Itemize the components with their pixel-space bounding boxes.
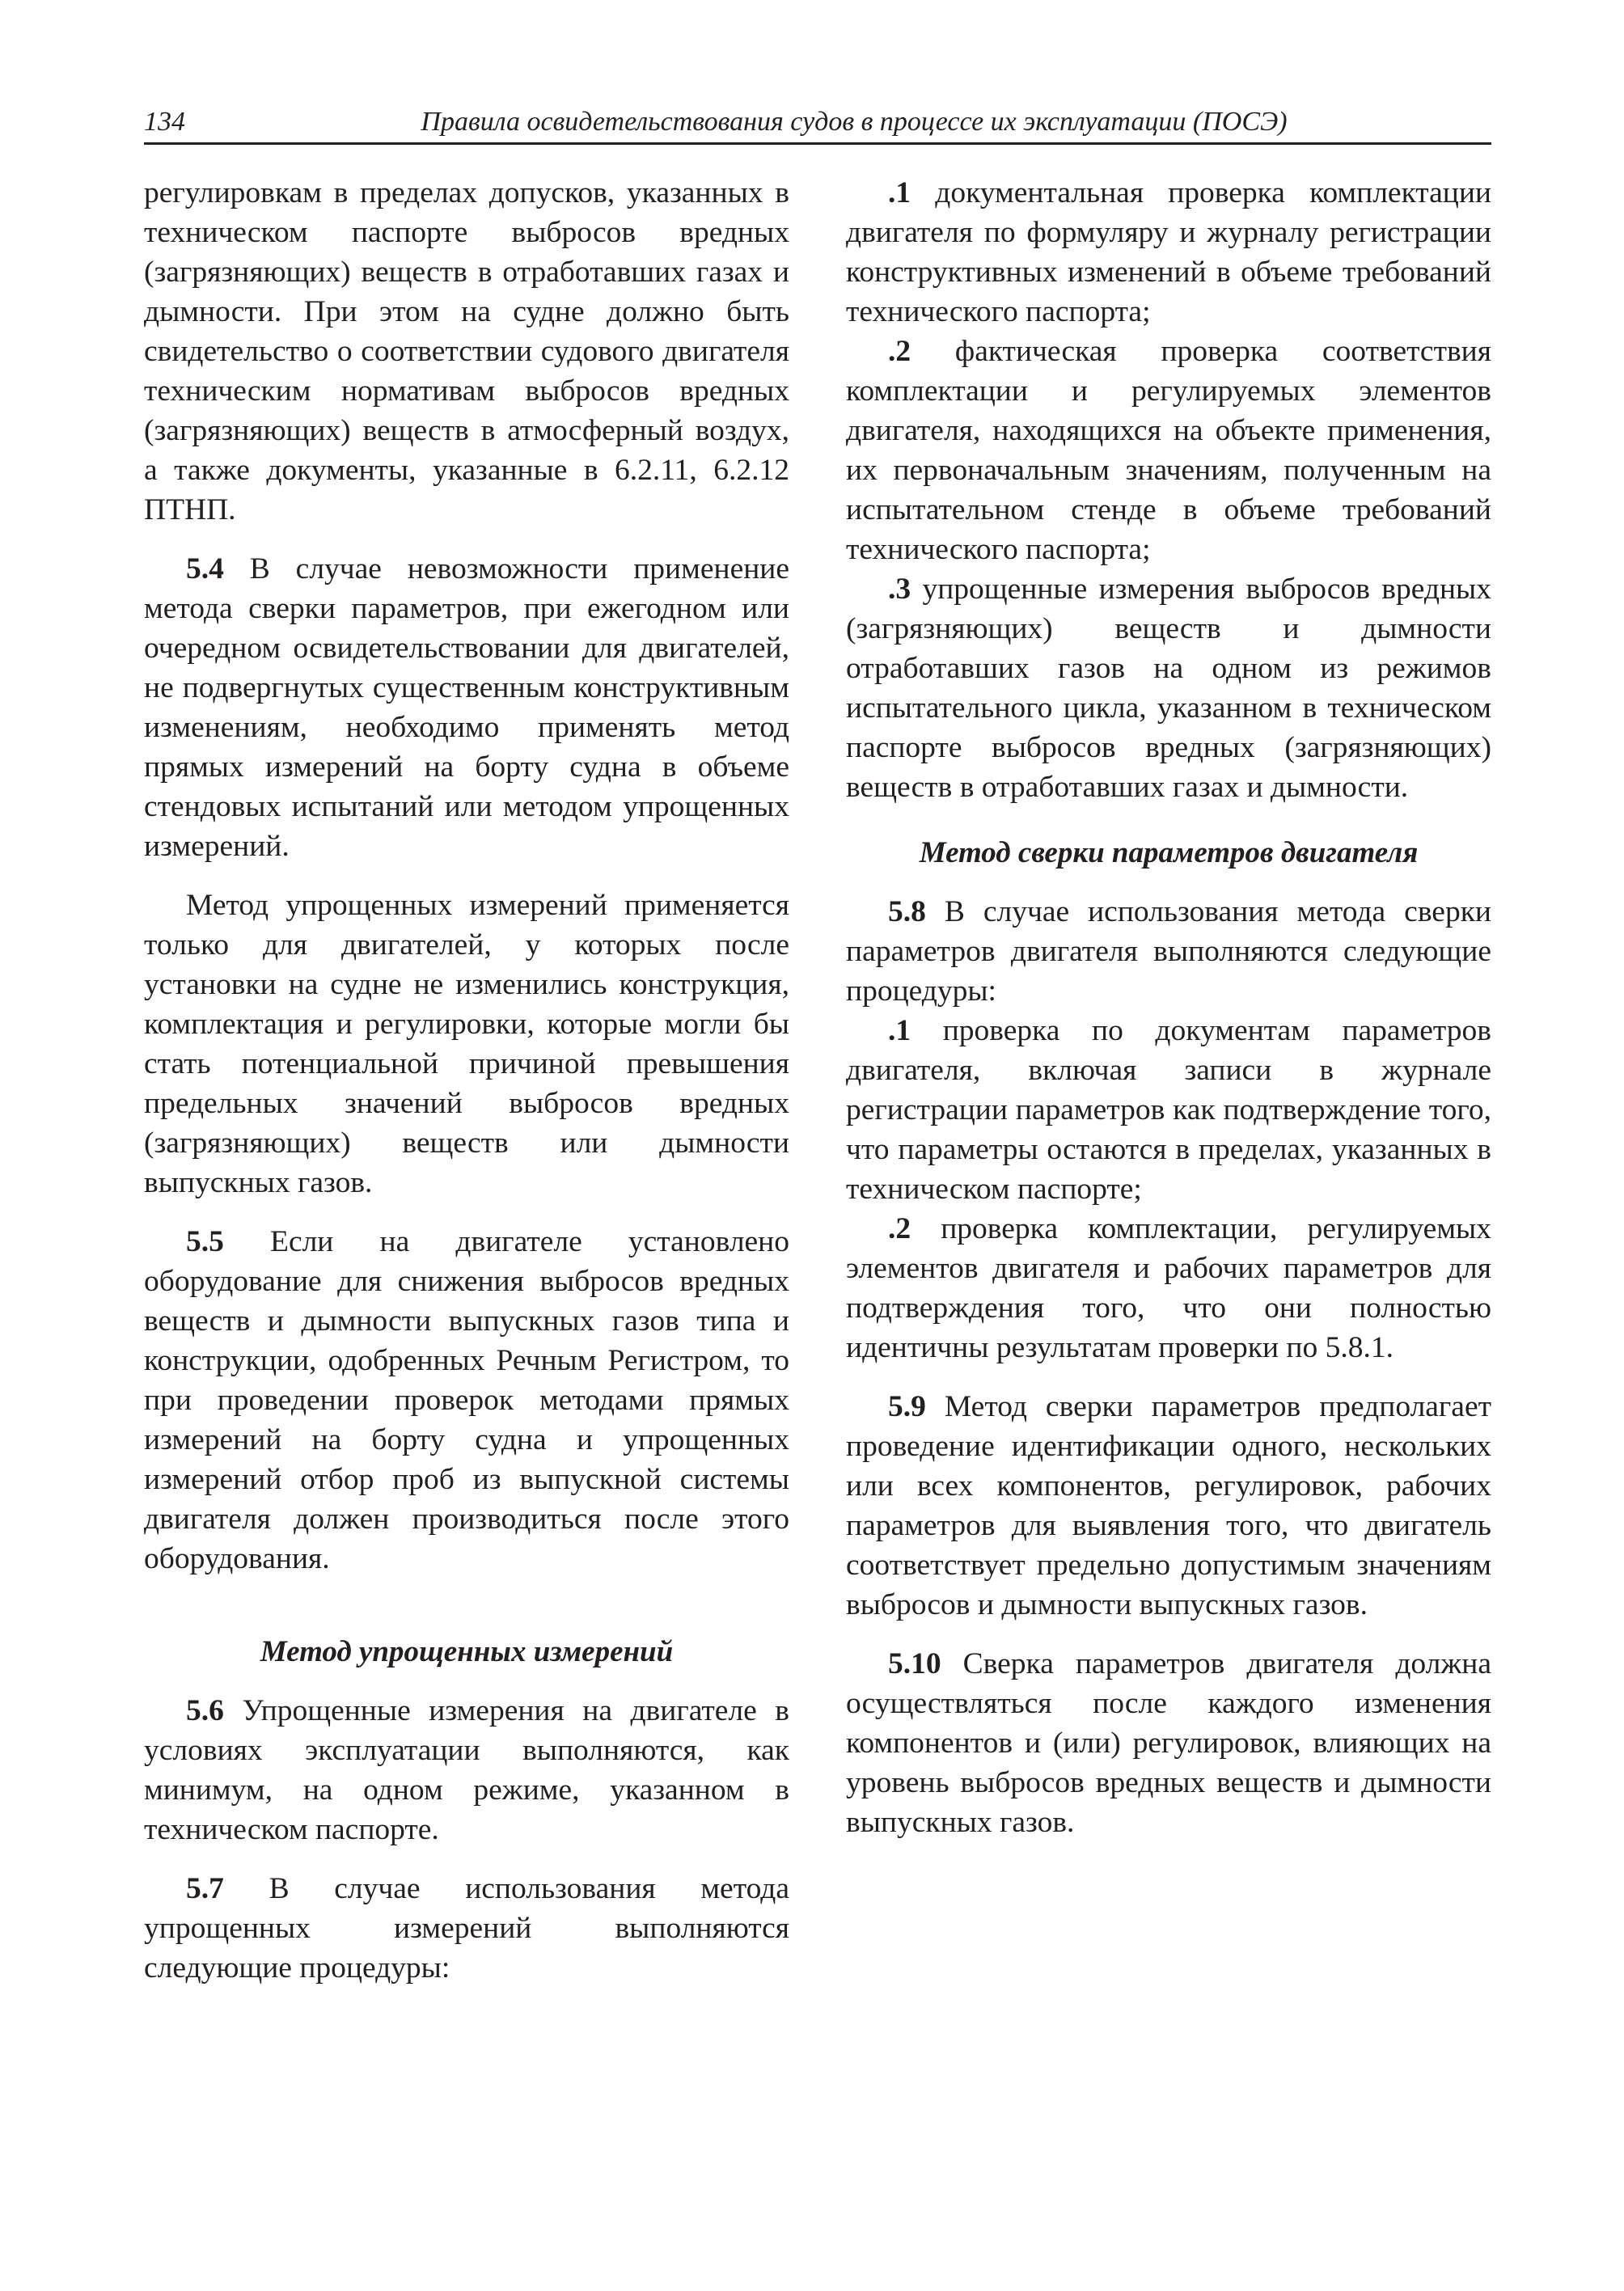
clause-number: 5.7 xyxy=(186,1872,224,1905)
paragraph-simplified-method: Метод упрощенных измерений применяется только для двигателей, у которых после установки на судне не изменились конструкция, комплектация и регулировки, которые могли бы стать потенциальной причиной превышения предельных значений выбросов вредных (загрязняющих) веществ или дымности выпускных газов. xyxy=(144,889,789,1199)
list-item-5-8-2 xyxy=(846,1209,1491,1367)
clause-text: Метод сверки параметров предполагает проведение идентификации одного, нескольких или всех компонентов, регулировок, рабочих параметров для выявления того, что двигатель соответствует предельно допустимым значениям выбросов и дымности выпускных газов. xyxy=(846,1390,1491,1621)
clause-text: Упрощенные измерения на двигателе в условиях эксплуатации выполняются, как минимум, на одном режиме, указанном в техническом паспорте. xyxy=(144,1694,789,1846)
clause-text: В случае невозможности применение метода сверки параметров, при ежегодном или очередном освидетельствовании для двигателей, не подвергнутых существенным конструктивным изменениям, необходимо применять метод прямых измерений на борту судна в объеме стендовых испытаний или методом упрощенных измерений. xyxy=(144,552,789,863)
clause-number: 5.8 xyxy=(888,895,926,928)
list-item-5-7-1 xyxy=(846,173,1491,332)
clause-number: 5.6 xyxy=(186,1694,224,1727)
item-number: .1 xyxy=(888,1014,911,1047)
list-item-5-8-1 xyxy=(846,1011,1491,1209)
item-number: .2 xyxy=(888,1212,911,1245)
page-header xyxy=(144,104,1491,145)
clause-5-5 xyxy=(144,1222,789,1579)
clause-number: 5.5 xyxy=(186,1225,224,1258)
clause-5-10 xyxy=(846,1644,1491,1842)
item-number: .3 xyxy=(888,573,911,606)
list-item-5-7-3 xyxy=(846,569,1491,807)
item-number: .1 xyxy=(888,176,911,209)
clause-5-4 xyxy=(144,549,789,866)
section-heading-simplified: Метод упрощенных измерений xyxy=(260,1635,674,1668)
right-column xyxy=(846,173,1491,1842)
section-heading-params: Метод сверки параметров двигателя xyxy=(919,836,1419,869)
clause-text: Сверка параметров двигателя должна осуществляться после каждого изменения компонентов и (или) регулировок, влияющих на уровень выбросов вредных веществ и дымности выпускных газов. xyxy=(846,1647,1491,1839)
clause-text: В случае использования метода сверки параметров двигателя выполняются следующие процедуры: xyxy=(846,895,1491,1008)
paragraph-continued: регулировкам в пределах допусков, указанных в техническом паспорте выбросов вредных (загрязняющих) веществ в отработавших газах и дымности. При этом на судне должно быть свидетельство о соответствии судового двигателя техническим нормативам выбросов вредных (загрязняющих) веществ в атмосферный воздух, а также документы, указанные в 6.2.11, 6.2.12 ПТНП. xyxy=(144,176,789,526)
item-text: документальная проверка комплектации двигателя по формуляру и журналу регистрации конструктивных изменений в объеме требований технического паспорта; xyxy=(846,176,1491,328)
item-text: упрощенные измерения выбросов вредных (загрязняющих) веществ и дымности отработавших газов на одном из режимов испытательного цикла, указанном в техническом паспорте выбросов вредных (загрязняющих) веществ в отработавших газах и дымности. xyxy=(846,573,1491,804)
clause-number: 5.9 xyxy=(888,1390,926,1423)
item-number: .2 xyxy=(888,335,911,368)
clause-number: 5.10 xyxy=(888,1647,941,1680)
item-text: проверка по документам параметров двигателя, включая записи в журнале регистрации параметров как подтверждение того, что параметры остаются в пределах, указанных в техническом паспорте; xyxy=(846,1014,1491,1206)
clause-text: В случае использования метода упрощенных измерений выполняются следующие процедуры: xyxy=(144,1872,789,1985)
clause-number: 5.4 xyxy=(186,552,224,585)
clause-5-8 xyxy=(846,892,1491,1011)
left-column xyxy=(144,173,789,1988)
clause-5-9 xyxy=(846,1387,1491,1625)
item-text: фактическая проверка соответствия комплектации и регулируемых элементов двигателя, находящихся на объекте применения, их первоначальным значениям, полученным на испытательном стенде в объеме требований технического паспорта; xyxy=(846,335,1491,566)
clause-text: Если на двигателе установлено оборудование для снижения выбросов вредных веществ и дымности выпускных газов типа и конструкции, одобренных Речным Регистром, то при проведении проверок методами прямых измерений на борту судна и упрощенных измерений отбор проб из выпускной системы двигателя должен производиться после этого оборудования. xyxy=(144,1225,789,1575)
clause-5-6 xyxy=(144,1691,789,1849)
list-item-5-7-2 xyxy=(846,332,1491,569)
page-number: 134 xyxy=(144,107,185,137)
clause-5-7 xyxy=(144,1869,789,1988)
item-text: проверка комплектации, регулируемых элементов двигателя и рабочих параметров для подтверждения того, что они полностью идентичны результатам проверки по 5.8.1. xyxy=(846,1212,1491,1364)
running-title: Правила освидетельствования судов в процессе их эксплуатации (ПОСЭ) xyxy=(421,107,1288,137)
